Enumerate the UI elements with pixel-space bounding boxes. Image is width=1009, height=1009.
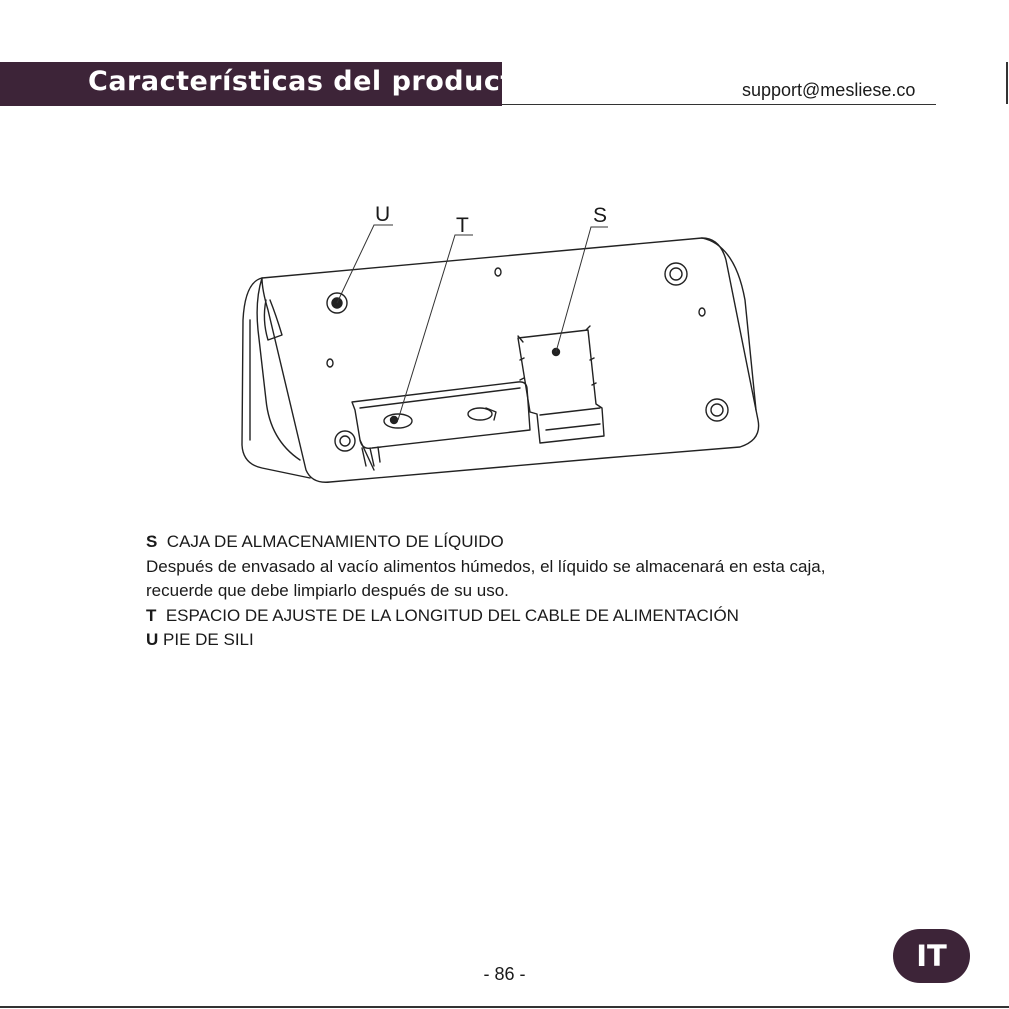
item-u-heading: U PIE DE SILI xyxy=(146,630,254,649)
silicone-foot-top-right xyxy=(665,263,687,285)
section-title: Características del producto xyxy=(88,66,533,97)
item-s-heading: S CAJA DE ALMACENAMIENTO DE LÍQUIDO xyxy=(146,532,504,551)
footer-divider xyxy=(0,1006,1009,1008)
silicone-foot-bottom-left xyxy=(335,431,355,451)
cord-recess xyxy=(352,382,530,448)
callout-s: S xyxy=(593,204,608,227)
support-email: support@mesliese.co xyxy=(742,80,916,100)
item-s-description-line2: recuerde que debe limpiarlo después de su uso. xyxy=(146,581,509,600)
language-badge: IT xyxy=(893,929,970,983)
item-t-heading: T ESPACIO DE AJUSTE DE LA LONGITUD DEL CABLE DE ALIMENTACIÓN xyxy=(146,605,739,625)
callout-u: U xyxy=(375,203,391,226)
liquid-storage-box xyxy=(518,330,604,443)
page-number: - 86 - xyxy=(483,964,526,984)
silicone-foot-bottom-right xyxy=(706,399,728,421)
feature-descriptions xyxy=(146,530,946,653)
item-s-description-line1: Después de envasado al vacío alimentos húmedos, el líquido se almacenará en esta caja, xyxy=(146,556,826,576)
device-left-end xyxy=(242,278,310,478)
callout-t: T xyxy=(456,214,469,237)
